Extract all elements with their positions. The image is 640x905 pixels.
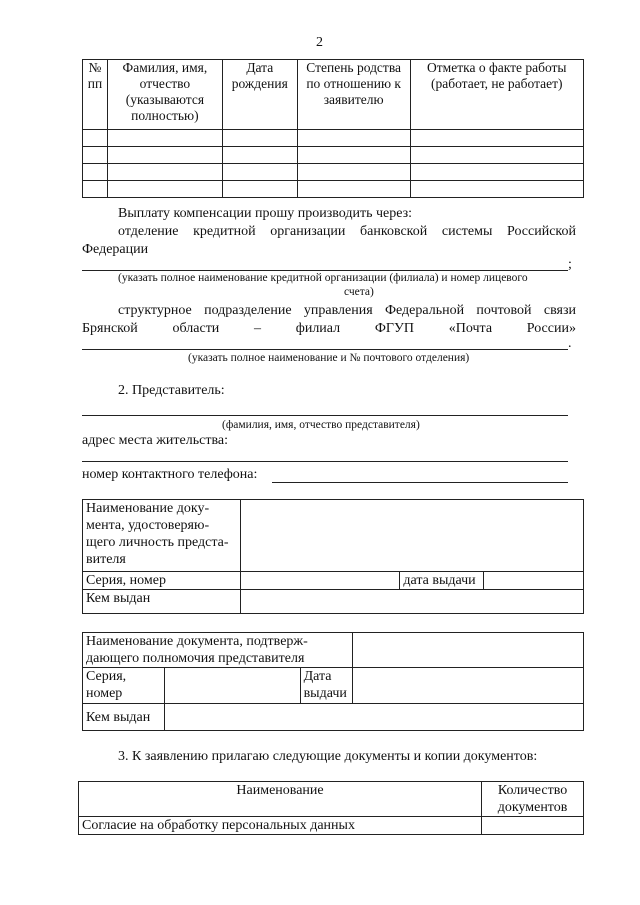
id-doc-date-label: дата выдачи — [400, 572, 484, 590]
representative-heading: 2. Представитель: — [118, 383, 225, 398]
table-row — [83, 147, 584, 164]
address-field[interactable] — [82, 461, 568, 462]
attachments-header-name: Наименование — [79, 782, 482, 817]
attachments-header-count: Количество документов — [482, 782, 584, 817]
header-full-name: Фамилия, имя, отчество (указываются полностью) — [107, 60, 222, 130]
header-birth-date: Дата рождения — [222, 60, 297, 130]
authority-doc-issued-field[interactable] — [164, 704, 583, 731]
table-row — [83, 164, 584, 181]
bank-line-1: отделение кредитной организации банковской системы Российской — [118, 224, 576, 239]
attachment-name: Согласие на обработку персональных данных — [79, 817, 482, 835]
id-doc-name-field[interactable] — [240, 500, 583, 572]
id-document-table — [82, 499, 584, 614]
bank-note-line-2: счета) — [344, 286, 374, 298]
family-table — [82, 59, 584, 198]
post-note: (указать полное наименование и № почтового отделения) — [188, 352, 470, 364]
post-line-2: Брянской области – филиал ФГУП «Почта России» — [82, 321, 576, 336]
header-work-status: Отметка о факте работы (работает, не работает) — [410, 60, 583, 130]
table-row — [79, 817, 584, 835]
id-doc-name-label: Наименование доку- мента, удостоверяю- щего личность предста- вителя — [83, 500, 241, 572]
bank-note-line-1: (указать полное наименование кредитной организации (филиала) и номер лицевого — [118, 272, 528, 284]
attachment-count-field[interactable] — [482, 817, 584, 835]
representative-name-field[interactable] — [82, 415, 568, 416]
header-relation: Степень родства по отношению к заявителю — [297, 60, 410, 130]
authority-doc-name-label: Наименование документа, подтверж- дающего полномочия представителя — [83, 633, 353, 668]
id-doc-series-label: Серия, номер — [83, 572, 241, 590]
header-number: № пп — [83, 60, 108, 130]
phone-field[interactable] — [272, 482, 568, 483]
authority-doc-date-field[interactable] — [352, 668, 583, 704]
post-line-1: структурное подразделение управления Федеральной почтовой связи — [118, 303, 576, 318]
id-doc-date-field[interactable] — [484, 572, 584, 590]
authority-doc-name-field[interactable] — [352, 633, 583, 668]
authority-doc-issued-label: Кем выдан — [83, 704, 165, 731]
representative-name-note: (фамилия, имя, отчество представителя) — [222, 419, 420, 431]
id-doc-issued-field[interactable] — [240, 590, 583, 614]
payment-intro: Выплату компенсации прошу производить через: — [118, 206, 413, 221]
table-row — [83, 130, 584, 147]
page-number: 2 — [316, 35, 323, 50]
post-office-field[interactable] — [82, 349, 568, 350]
authority-document-table — [82, 632, 584, 731]
bank-end-mark: ; — [568, 257, 572, 272]
authority-doc-series-field[interactable] — [164, 668, 300, 704]
attachments-table — [78, 781, 584, 835]
bank-line-2: Федерации — [82, 242, 149, 257]
phone-label: номер контактного телефона: — [82, 467, 258, 482]
post-end-mark: . — [568, 336, 572, 351]
id-doc-series-field[interactable] — [240, 572, 400, 590]
attachments-heading: 3. К заявлению прилагаю следующие документы и копии документов: — [118, 749, 538, 764]
address-label: адрес места жительства: — [82, 433, 228, 448]
authority-doc-date-label: Дата выдачи — [300, 668, 352, 704]
authority-doc-series-label: Серия, номер — [83, 668, 165, 704]
id-doc-issued-label: Кем выдан — [83, 590, 241, 614]
table-row — [83, 181, 584, 198]
family-table-header — [83, 60, 584, 130]
